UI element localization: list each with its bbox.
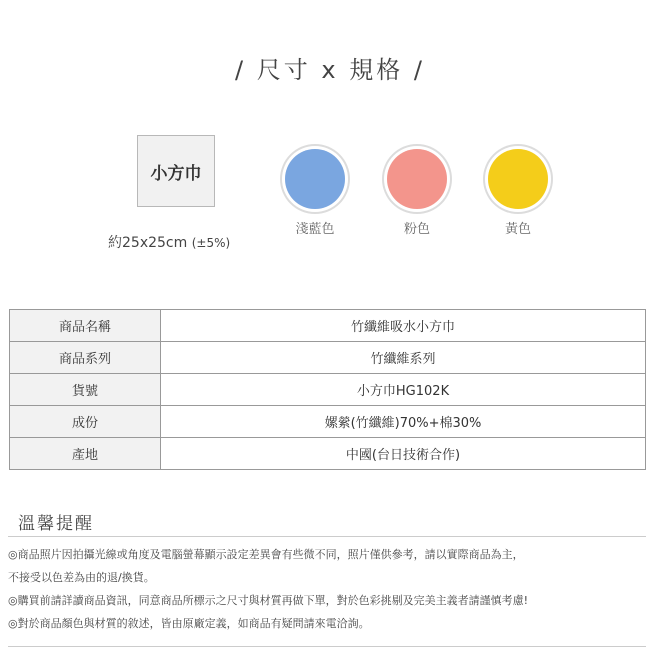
color-label-light-blue: 淺藍色 [295, 222, 335, 237]
size-name: 小方巾 [150, 163, 202, 184]
size-name-box [137, 135, 215, 207]
section-heading: / 尺寸 x 規格 / [235, 56, 425, 84]
spec-value: 竹纖維吸水小方巾 [161, 310, 646, 342]
color-swatch-light-blue [285, 149, 345, 209]
spec-key: 商品名稱 [10, 310, 161, 342]
spec-value: 中國(台日技術合作) [161, 438, 646, 470]
spec-key: 貨號 [10, 374, 161, 406]
table-row [10, 342, 646, 374]
size-dimension-value: 約25x25cm [108, 235, 188, 251]
table-row [10, 374, 646, 406]
notice-line: ◎商品照片因拍攝光線或角度及電腦螢幕顯示設定差異會有些微不同，照片僅供參考，請以實際商品為主， [8, 548, 524, 561]
size-tolerance: (±5%) [191, 236, 231, 250]
table-row [10, 310, 646, 342]
table-row [10, 406, 646, 438]
spec-table [9, 309, 646, 470]
color-swatch-pink [387, 149, 447, 209]
divider [8, 536, 646, 537]
spec-key: 商品系列 [10, 342, 161, 374]
spec-value: 小方巾HG102K [161, 374, 646, 406]
notice-line: ◎對於商品顏色與材質的敘述，皆由原廠定義，如商品有疑問請來電洽詢。 [8, 617, 370, 630]
table-row [10, 438, 646, 470]
color-swatch-yellow [488, 149, 548, 209]
notice-line: 不接受以色差為由的退/換貨。 [8, 571, 155, 584]
spec-key: 產地 [10, 438, 161, 470]
color-label-pink: 粉色 [403, 222, 430, 237]
notice-line: ◎購買前請詳讀商品資訊，同意商品所標示之尺寸與材質再做下單，對於色彩挑剔及完美主義者請謹慎考慮! [8, 594, 529, 607]
color-label-yellow: 黃色 [504, 222, 531, 237]
size-dimension [108, 232, 230, 252]
notice-title: 溫馨提醒 [18, 514, 94, 534]
spec-key: 成份 [10, 406, 161, 438]
spec-value: 嫘縈(竹纖維)70%+棉30% [161, 406, 646, 438]
divider [8, 646, 646, 647]
spec-value: 竹纖維系列 [161, 342, 646, 374]
